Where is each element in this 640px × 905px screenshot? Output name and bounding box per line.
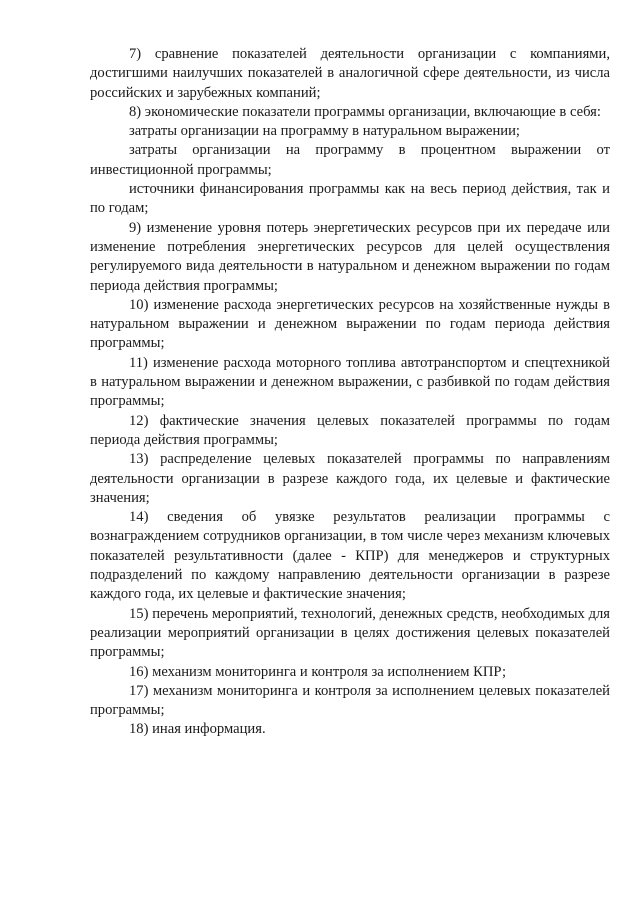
paragraph-item-18: 18) иная информация.	[129, 721, 266, 738]
paragraph-item-13: 13) распределение целевых показателей программы по направлениям деятельности организации в разрезе каждого года, их целевые и фактические значения;	[90, 451, 610, 506]
paragraph-item-17: 17) механизм мониторинга и контроля за исполнением целевых показателей программы;	[90, 682, 610, 719]
paragraph-item-9: 9) изменение уровня потерь энергетических ресурсов при их передаче или изменение потребления энергетических ресурсов для целей осуществления регулируемого вида деятельности в натуральном и денежном выражении по годам периода действия программы;	[90, 219, 610, 294]
document-body	[90, 45, 610, 740]
paragraph-item-12: 12) фактические значения целевых показателей программы по годам периода действия программы;	[90, 412, 610, 448]
paragraph-percent-costs: затраты организации на программу в процентном выражении от инвестиционной программы;	[90, 142, 610, 178]
paragraph-item-7: 7) сравнение показателей деятельности организации с компаниями, достигшими наилучших показателей в аналогичной сфере деятельности, из числа российских и зарубежных компаний;	[90, 46, 610, 101]
paragraph-item-14: 14) сведения об увязке результатов реализации программы с вознаграждением сотрудников организации, в том числе через механизм ключевых показателей результативности (далее - КПР) для менеджеров и структурных подразделений по каждому направлению деятельности организации в разрезе каждого года, их целевые и фактические значения;	[90, 509, 610, 603]
paragraph-funding-sources: источники финансирования программы как на весь период действия, так и по годам;	[90, 181, 610, 217]
paragraph-item-8: 8) экономические показатели программы организации, включающие в себя:	[129, 103, 601, 120]
paragraph-item-16: 16) механизм мониторинга и контроля за исполнением КПР;	[129, 663, 507, 680]
paragraph-item-10: 10) изменение расхода энергетических ресурсов на хозяйственные нужды в натуральном выражении и денежном выражении по годам периода действия программы;	[90, 296, 610, 352]
paragraph-natural-costs: затраты организации на программу в натуральном выражении;	[129, 123, 520, 140]
paragraph-item-11: 11) изменение расхода моторного топлива автотранспортом и спецтехникой в натуральном выражении и денежном выражении, с разбивкой по годам действия программы;	[90, 354, 610, 410]
paragraph-item-15: 15) перечень мероприятий, технологий, денежных средств, необходимых для реализации мероприятий организации в целях достижения целевых показателей программы;	[90, 605, 610, 661]
